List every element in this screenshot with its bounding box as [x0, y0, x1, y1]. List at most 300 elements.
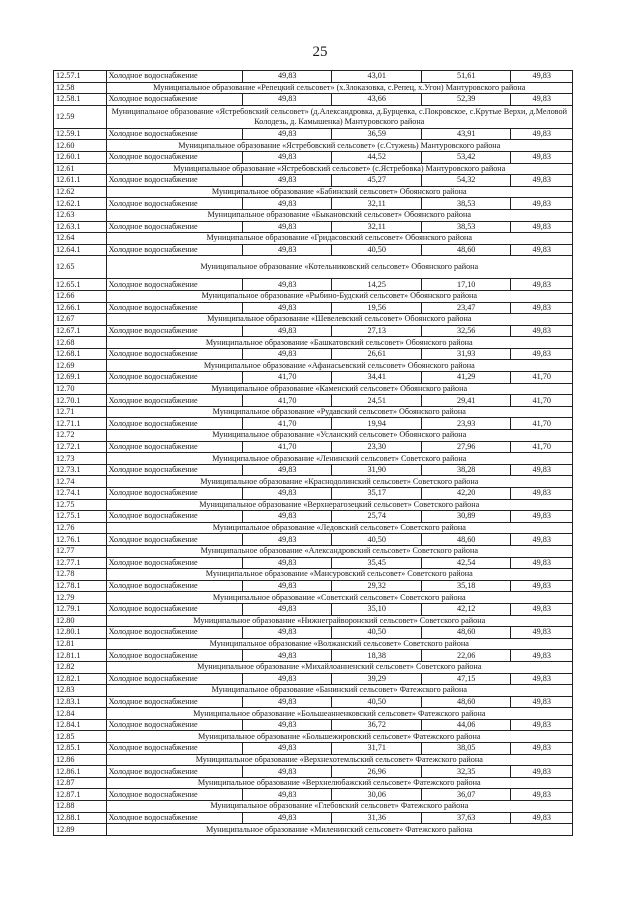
service-name: Холодное водоснабжение [106, 151, 242, 163]
row-code: 12.82 [54, 661, 107, 673]
table-row [54, 279, 573, 291]
tariff-value-1: 49,83 [243, 198, 332, 210]
tariff-value-1: 49,83 [243, 557, 332, 569]
tariff-value-3: 53,42 [421, 151, 510, 163]
municipality-name: Муниципальное образование «Ястребовский сельсовет» (с.Стужень) Мантуровского района [106, 140, 572, 152]
municipality-row [54, 337, 573, 349]
row-code: 12.58 [54, 82, 107, 94]
tariff-value-2: 32,11 [332, 198, 421, 210]
tariff-value-3: 17,10 [421, 279, 510, 291]
tariff-value-1: 49,83 [243, 627, 332, 639]
tariff-value-2: 26,61 [332, 348, 421, 360]
municipality-name: Муниципальное образование «Шевелевский сельсовет» Обоянского района [106, 314, 572, 326]
municipality-name: Муниципальное образование «Ледовский сельсовет» Советского района [106, 522, 572, 534]
table-row [54, 488, 573, 500]
row-code: 12.63 [54, 209, 107, 221]
service-name: Холодное водоснабжение [106, 743, 242, 755]
tariff-value-4: 49,83 [511, 302, 573, 314]
tariff-value-1: 49,83 [243, 812, 332, 824]
row-code: 12.64 [54, 233, 107, 245]
row-code: 12.77 [54, 545, 107, 557]
tariff-value-3: 42,54 [421, 557, 510, 569]
tariff-value-3: 31,93 [421, 348, 510, 360]
row-code: 12.80.1 [54, 627, 107, 639]
municipality-name: Муниципальное образование «Гридасовский сельсовет» Обоянского района [106, 233, 572, 245]
tariff-value-4: 49,83 [511, 743, 573, 755]
service-name: Холодное водоснабжение [106, 812, 242, 824]
tariff-value-1: 49,83 [243, 511, 332, 523]
tariff-value-4: 41,70 [511, 372, 573, 384]
tariff-value-3: 23,93 [421, 418, 510, 430]
row-code: 12.76.1 [54, 534, 107, 546]
row-code: 12.84.1 [54, 719, 107, 731]
tariff-value-1: 49,83 [243, 464, 332, 476]
tariff-value-2: 14,25 [332, 279, 421, 291]
row-code: 12.72 [54, 430, 107, 442]
tariff-table-body [54, 71, 573, 836]
row-code: 12.78.1 [54, 580, 107, 592]
table-row [54, 603, 573, 615]
tariff-value-3: 38,28 [421, 464, 510, 476]
tariff-value-4: 49,83 [511, 534, 573, 546]
tariff-value-4: 49,83 [511, 673, 573, 685]
tariff-value-4: 49,83 [511, 279, 573, 291]
municipality-row [54, 383, 573, 395]
row-code: 12.79.1 [54, 603, 107, 615]
row-code: 12.83.1 [54, 696, 107, 708]
service-name: Холодное водоснабжение [106, 302, 242, 314]
tariff-value-1: 49,83 [243, 650, 332, 662]
row-code: 12.75 [54, 499, 107, 511]
table-row [54, 372, 573, 384]
tariff-value-3: 32,35 [421, 766, 510, 778]
tariff-value-2: 19,94 [332, 418, 421, 430]
tariff-value-4: 49,83 [511, 580, 573, 592]
row-code: 12.61 [54, 163, 107, 175]
service-name: Холодное водоснабжение [106, 789, 242, 801]
tariff-value-2: 35,45 [332, 557, 421, 569]
service-name: Холодное водоснабжение [106, 221, 242, 233]
tariff-value-3: 44,06 [421, 719, 510, 731]
table-row [54, 198, 573, 210]
row-code: 12.69.1 [54, 372, 107, 384]
tariff-value-3: 36,07 [421, 789, 510, 801]
row-code: 12.87.1 [54, 789, 107, 801]
service-name: Холодное водоснабжение [106, 244, 242, 256]
tariff-value-3: 37,63 [421, 812, 510, 824]
municipality-name: Муниципальное образование «Усланский сельсовет» Обоянского района [106, 430, 572, 442]
tariff-value-4: 49,83 [511, 464, 573, 476]
row-code: 12.81.1 [54, 650, 107, 662]
row-code: 12.86 [54, 754, 107, 766]
tariff-value-4: 49,83 [511, 71, 573, 83]
municipality-row [54, 754, 573, 766]
tariff-value-4: 49,83 [511, 244, 573, 256]
tariff-value-4: 49,83 [511, 650, 573, 662]
municipality-name: Муниципальное образование «Быкановский сельсовет» Обоянского района [106, 209, 572, 221]
municipality-name: Муниципальное образование «Александровский сельсовет» Советского района [106, 545, 572, 557]
service-name: Холодное водоснабжение [106, 175, 242, 187]
tariff-value-1: 49,83 [243, 279, 332, 291]
municipality-name: Муниципальное образование «Бабинский сельсовет» Обоянского района [106, 186, 572, 198]
service-name: Холодное водоснабжение [106, 418, 242, 430]
municipality-row [54, 708, 573, 720]
row-code: 12.83 [54, 685, 107, 697]
municipality-row [54, 801, 573, 813]
row-code: 12.58.1 [54, 94, 107, 106]
municipality-row [54, 592, 573, 604]
municipality-row [54, 499, 573, 511]
tariff-value-4: 49,83 [511, 488, 573, 500]
municipality-name: Муниципальное образование «Банинский сельсовет» Фатежского района [106, 685, 572, 697]
municipality-name: Муниципальное образование «Верхнерагозецкий сельсовет» Советского района [106, 499, 572, 511]
municipality-row [54, 476, 573, 488]
service-name: Холодное водоснабжение [106, 557, 242, 569]
table-row [54, 627, 573, 639]
row-code: 12.65 [54, 256, 107, 279]
service-name: Холодное водоснабжение [106, 534, 242, 546]
municipality-name: Муниципальное образование «Каменский сельсовет» Обоянского района [106, 383, 572, 395]
row-code: 12.59 [54, 105, 107, 128]
municipality-row [54, 545, 573, 557]
row-code: 12.79 [54, 592, 107, 604]
service-name: Холодное водоснабжение [106, 348, 242, 360]
municipality-row [54, 661, 573, 673]
tariff-value-1: 49,83 [243, 175, 332, 187]
row-code: 12.69 [54, 360, 107, 372]
tariff-value-1: 49,83 [243, 603, 332, 615]
municipality-name: Муниципальное образование «Ястребовский сельсовет» (д.Александровка, д.Бурцевка, с.Покровское, с.Крутые Верхи, д.Меловой Колодезь, д. Камышенка) Мантуровского района [106, 105, 572, 128]
tariff-value-1: 49,83 [243, 151, 332, 163]
tariff-table [53, 70, 573, 836]
tariff-value-1: 49,83 [243, 488, 332, 500]
municipality-row [54, 82, 573, 94]
row-code: 12.60.1 [54, 151, 107, 163]
service-name: Холодное водоснабжение [106, 719, 242, 731]
tariff-value-2: 27,13 [332, 325, 421, 337]
tariff-value-2: 35,17 [332, 488, 421, 500]
tariff-value-3: 27,96 [421, 441, 510, 453]
tariff-value-2: 44,52 [332, 151, 421, 163]
tariff-value-4: 49,83 [511, 175, 573, 187]
table-row [54, 325, 573, 337]
municipality-name: Муниципальное образование «Репецкий сельсовет» (х.Злоказовка, с.Репец, х.Угон) Мантуровского района [106, 82, 572, 94]
municipality-name: Муниципальное образование «Михайлоанненский сельсовет» Советского района [106, 661, 572, 673]
municipality-name: Муниципальное образование «Ястребовский сельсовет» (с.Ястребовка) Мантуровского района [106, 163, 572, 175]
table-row [54, 580, 573, 592]
tariff-value-1: 49,83 [243, 673, 332, 685]
row-code: 12.88.1 [54, 812, 107, 824]
service-name: Холодное водоснабжение [106, 198, 242, 210]
tariff-value-3: 47,15 [421, 673, 510, 685]
tariff-value-4: 49,83 [511, 627, 573, 639]
service-name: Холодное водоснабжение [106, 395, 242, 407]
table-row [54, 766, 573, 778]
municipality-name: Муниципальное образование «Ленинский сельсовет» Советского района [106, 453, 572, 465]
tariff-value-2: 19,56 [332, 302, 421, 314]
municipality-name: Муниципальное образование «Нижнеграйворонский сельсовет» Советского района [106, 615, 572, 627]
row-code: 12.61.1 [54, 175, 107, 187]
row-code: 12.89 [54, 824, 107, 836]
tariff-value-4: 49,83 [511, 348, 573, 360]
service-name: Холодное водоснабжение [106, 279, 242, 291]
service-name: Холодное водоснабжение [106, 580, 242, 592]
table-row [54, 743, 573, 755]
tariff-value-2: 43,66 [332, 94, 421, 106]
tariff-value-4: 49,83 [511, 557, 573, 569]
tariff-value-4: 41,70 [511, 418, 573, 430]
tariff-value-2: 31,36 [332, 812, 421, 824]
tariff-value-2: 18,38 [332, 650, 421, 662]
table-row [54, 94, 573, 106]
row-code: 12.60 [54, 140, 107, 152]
service-name: Холодное водоснабжение [106, 372, 242, 384]
table-row [54, 441, 573, 453]
municipality-name: Муниципальное образование «Глебовский сельсовет» Фатежского района [106, 801, 572, 813]
tariff-value-1: 41,70 [243, 441, 332, 453]
municipality-name: Муниципальное образование «Верхнехотемльский сельсовет» Фатежского района [106, 754, 572, 766]
municipality-row [54, 233, 573, 245]
tariff-value-2: 40,50 [332, 696, 421, 708]
row-code: 12.63.1 [54, 221, 107, 233]
tariff-value-1: 49,83 [243, 766, 332, 778]
tariff-value-3: 43,91 [421, 128, 510, 140]
municipality-row [54, 522, 573, 534]
municipality-name: Муниципальное образование «Большеанненковский сельсовет» Фатежского района [106, 708, 572, 720]
tariff-value-1: 49,83 [243, 221, 332, 233]
tariff-value-1: 49,83 [243, 719, 332, 731]
municipality-row [54, 256, 573, 279]
tariff-value-1: 49,83 [243, 71, 332, 83]
tariff-value-1: 41,70 [243, 395, 332, 407]
row-code: 12.71.1 [54, 418, 107, 430]
municipality-name: Муниципальное образование «Афанасьевский сельсовет» Обоянского района [106, 360, 572, 372]
tariff-value-4: 49,83 [511, 151, 573, 163]
row-code: 12.67.1 [54, 325, 107, 337]
tariff-value-1: 49,83 [243, 128, 332, 140]
service-name: Холодное водоснабжение [106, 464, 242, 476]
municipality-row [54, 290, 573, 302]
tariff-value-2: 31,71 [332, 743, 421, 755]
municipality-row [54, 186, 573, 198]
service-name: Холодное водоснабжение [106, 325, 242, 337]
tariff-value-1: 49,83 [243, 348, 332, 360]
tariff-value-3: 32,56 [421, 325, 510, 337]
row-code: 12.64.1 [54, 244, 107, 256]
row-code: 12.72.1 [54, 441, 107, 453]
municipality-row [54, 824, 573, 836]
tariff-value-2: 26,96 [332, 766, 421, 778]
municipality-row [54, 777, 573, 789]
row-code: 12.85 [54, 731, 107, 743]
table-row [54, 302, 573, 314]
table-row [54, 348, 573, 360]
tariff-value-2: 35,10 [332, 603, 421, 615]
municipality-row [54, 163, 573, 175]
municipality-name: Муниципальное образование «Котельниковский сельсовет» Обоянского района [106, 256, 572, 279]
row-code: 12.88 [54, 801, 107, 813]
tariff-value-1: 49,83 [243, 302, 332, 314]
table-row [54, 812, 573, 824]
tariff-value-2: 40,50 [332, 244, 421, 256]
tariff-value-1: 49,83 [243, 743, 332, 755]
municipality-row [54, 569, 573, 581]
tariff-value-3: 52,39 [421, 94, 510, 106]
row-code: 12.81 [54, 638, 107, 650]
municipality-name: Муниципальное образование «Большежировский сельсовет» Фатежского района [106, 731, 572, 743]
tariff-value-3: 30,89 [421, 511, 510, 523]
row-code: 12.68 [54, 337, 107, 349]
row-code: 12.77.1 [54, 557, 107, 569]
tariff-value-2: 25,74 [332, 511, 421, 523]
tariff-value-4: 49,83 [511, 812, 573, 824]
service-name: Холодное водоснабжение [106, 441, 242, 453]
tariff-value-1: 49,83 [243, 325, 332, 337]
tariff-value-2: 34,41 [332, 372, 421, 384]
row-code: 12.74 [54, 476, 107, 488]
municipality-row [54, 360, 573, 372]
table-row [54, 789, 573, 801]
table-row [54, 464, 573, 476]
tariff-value-4: 49,83 [511, 696, 573, 708]
table-row [54, 244, 573, 256]
municipality-name: Муниципальное образование «Башкатовский сельсовет» Обоянского района [106, 337, 572, 349]
tariff-value-4: 49,83 [511, 789, 573, 801]
table-row [54, 71, 573, 83]
service-name: Холодное водоснабжение [106, 673, 242, 685]
tariff-value-2: 43,01 [332, 71, 421, 83]
table-row [54, 719, 573, 731]
row-code: 12.80 [54, 615, 107, 627]
tariff-value-2: 36,72 [332, 719, 421, 731]
tariff-value-2: 45,27 [332, 175, 421, 187]
row-code: 12.65.1 [54, 279, 107, 291]
tariff-value-1: 49,83 [243, 789, 332, 801]
tariff-value-4: 49,83 [511, 221, 573, 233]
row-code: 12.62 [54, 186, 107, 198]
tariff-value-3: 51,61 [421, 71, 510, 83]
municipality-name: Муниципальное образование «Миленинский сельсовет» Фатежского района [106, 824, 572, 836]
row-code: 12.57.1 [54, 71, 107, 83]
municipality-name: Муниципальное образование «Рыбино-Будский сельсовет» Обоянского района [106, 290, 572, 302]
tariff-value-4: 49,83 [511, 198, 573, 210]
municipality-row [54, 453, 573, 465]
service-name: Холодное водоснабжение [106, 650, 242, 662]
municipality-row [54, 406, 573, 418]
tariff-value-3: 41,29 [421, 372, 510, 384]
tariff-value-3: 22,06 [421, 650, 510, 662]
service-name: Холодное водоснабжение [106, 603, 242, 615]
municipality-row [54, 430, 573, 442]
table-row [54, 673, 573, 685]
tariff-value-3: 48,60 [421, 696, 510, 708]
row-code: 12.68.1 [54, 348, 107, 360]
table-row [54, 175, 573, 187]
row-code: 12.66 [54, 290, 107, 302]
tariff-value-2: 23,30 [332, 441, 421, 453]
tariff-value-2: 39,29 [332, 673, 421, 685]
row-code: 12.70 [54, 383, 107, 395]
municipality-row [54, 140, 573, 152]
tariff-value-3: 38,05 [421, 743, 510, 755]
table-row [54, 511, 573, 523]
tariff-value-2: 30,06 [332, 789, 421, 801]
table-row [54, 221, 573, 233]
tariff-value-3: 38,53 [421, 198, 510, 210]
tariff-value-2: 40,50 [332, 534, 421, 546]
municipality-row [54, 638, 573, 650]
municipality-name: Муниципальное образование «Верхнелюбажский сельсовет» Фатежского района [106, 777, 572, 789]
tariff-value-1: 49,83 [243, 244, 332, 256]
tariff-value-3: 48,60 [421, 534, 510, 546]
tariff-value-4: 49,83 [511, 766, 573, 778]
service-name: Холодное водоснабжение [106, 696, 242, 708]
tariff-value-4: 41,70 [511, 395, 573, 407]
tariff-value-2: 32,11 [332, 221, 421, 233]
tariff-value-3: 54,32 [421, 175, 510, 187]
row-code: 12.59.1 [54, 128, 107, 140]
tariff-value-4: 49,83 [511, 719, 573, 731]
tariff-value-4: 49,83 [511, 94, 573, 106]
tariff-value-3: 29,41 [421, 395, 510, 407]
municipality-name: Муниципальное образование «Мансуровский сельсовет» Советского района [106, 569, 572, 581]
municipality-name: Муниципальное образование «Краснодолинский сельсовет» Советского района [106, 476, 572, 488]
tariff-value-1: 49,83 [243, 696, 332, 708]
row-code: 12.62.1 [54, 198, 107, 210]
tariff-value-3: 23,47 [421, 302, 510, 314]
service-name: Холодное водоснабжение [106, 128, 242, 140]
municipality-name: Муниципальное образование «Рудавский сельсовет» Обоянского района [106, 406, 572, 418]
municipality-row [54, 209, 573, 221]
tariff-value-1: 49,83 [243, 94, 332, 106]
tariff-value-3: 35,18 [421, 580, 510, 592]
table-row [54, 534, 573, 546]
service-name: Холодное водоснабжение [106, 511, 242, 523]
row-code: 12.71 [54, 406, 107, 418]
tariff-value-2: 40,50 [332, 627, 421, 639]
tariff-value-3: 38,53 [421, 221, 510, 233]
row-code: 12.73.1 [54, 464, 107, 476]
row-code: 12.75.1 [54, 511, 107, 523]
page-number: 25 [312, 44, 328, 60]
row-code: 12.82.1 [54, 673, 107, 685]
municipality-row [54, 615, 573, 627]
service-name: Холодное водоснабжение [106, 627, 242, 639]
tariff-value-1: 41,70 [243, 418, 332, 430]
tariff-value-2: 36,59 [332, 128, 421, 140]
tariff-value-4: 49,83 [511, 128, 573, 140]
table-row [54, 128, 573, 140]
tariff-value-3: 42,20 [421, 488, 510, 500]
tariff-value-1: 41,70 [243, 372, 332, 384]
row-code: 12.85.1 [54, 743, 107, 755]
row-code: 12.66.1 [54, 302, 107, 314]
tariff-value-3: 42,12 [421, 603, 510, 615]
table-row [54, 151, 573, 163]
service-name: Холодное водоснабжение [106, 766, 242, 778]
tariff-value-3: 48,60 [421, 627, 510, 639]
tariff-value-1: 49,83 [243, 534, 332, 546]
table-row [54, 650, 573, 662]
table-row [54, 696, 573, 708]
tariff-value-4: 41,70 [511, 441, 573, 453]
tariff-value-2: 31,90 [332, 464, 421, 476]
service-name: Холодное водоснабжение [106, 94, 242, 106]
table-row [54, 395, 573, 407]
row-code: 12.70.1 [54, 395, 107, 407]
service-name: Холодное водоснабжение [106, 71, 242, 83]
tariff-value-2: 29,32 [332, 580, 421, 592]
